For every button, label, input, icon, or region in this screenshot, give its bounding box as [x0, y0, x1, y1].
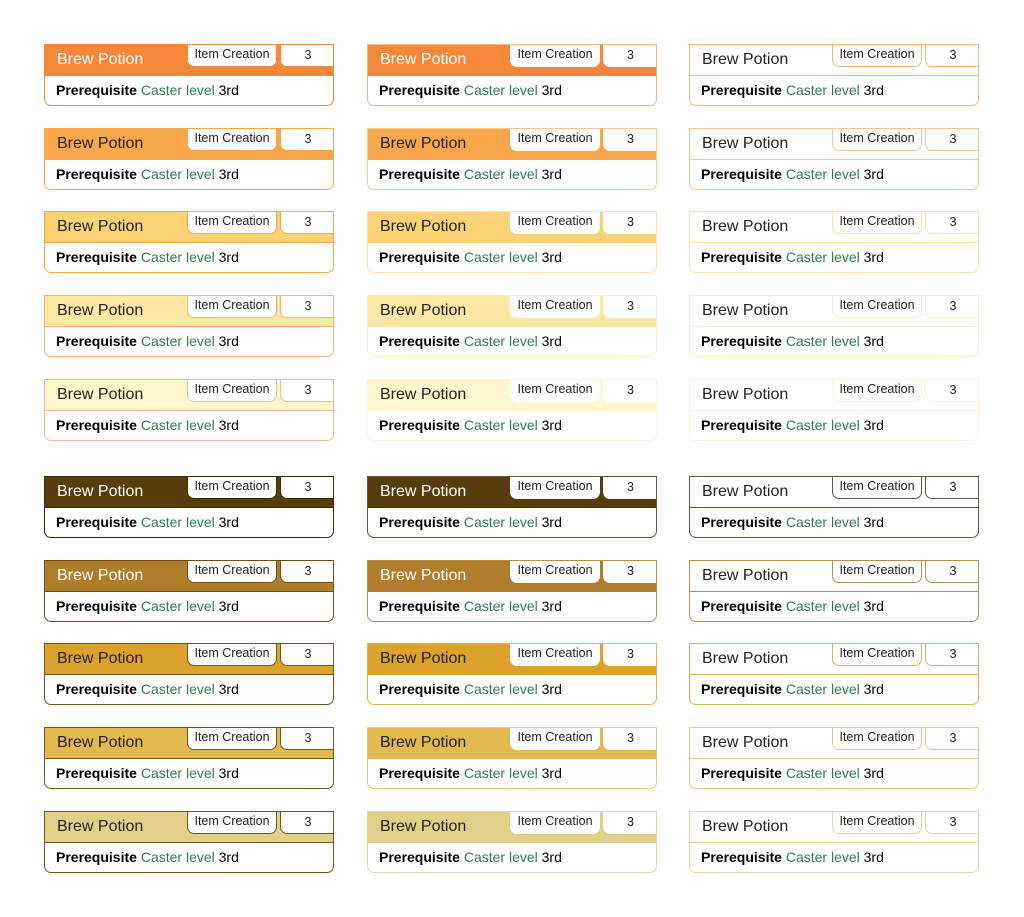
level-badge: 3: [925, 811, 979, 834]
caster-level-link[interactable]: Caster level: [140, 514, 215, 530]
card-header: [45, 728, 333, 759]
card-header: [368, 212, 656, 243]
feat-card: [367, 727, 657, 789]
card-title: Brew Potion: [702, 386, 789, 403]
feat-card: [367, 476, 657, 538]
prerequisite-value: 3rd: [218, 598, 239, 614]
card-header: [368, 644, 656, 675]
card-header: [368, 45, 656, 76]
prerequisite-label: Prerequisite: [56, 598, 137, 614]
level-badge: 3: [280, 727, 334, 750]
prerequisite-line: [379, 596, 562, 616]
feat-card: [689, 560, 979, 622]
card-title: Brew Potion: [380, 135, 467, 152]
feat-card: [689, 379, 979, 441]
prerequisite-label: Prerequisite: [379, 681, 460, 697]
caster-level-link[interactable]: Caster level: [785, 166, 860, 182]
level-badge: 3: [925, 295, 979, 318]
caster-level-link[interactable]: Caster level: [140, 765, 215, 781]
feat-card: [367, 295, 657, 357]
prerequisite-line: [701, 763, 884, 783]
caster-level-link[interactable]: Caster level: [785, 765, 860, 781]
category-tag: Item Creation: [832, 44, 922, 67]
feat-card: [367, 44, 657, 106]
prerequisite-label: Prerequisite: [701, 333, 782, 349]
category-tag: Item Creation: [510, 128, 600, 151]
card-header: [690, 561, 978, 592]
card-header: [368, 728, 656, 759]
prerequisite-line: [701, 512, 884, 532]
card-title: Brew Potion: [57, 483, 144, 500]
card-header: [690, 380, 978, 411]
card-header: [45, 212, 333, 243]
category-tag: Item Creation: [832, 560, 922, 583]
card-header: [368, 477, 656, 508]
card-header: [690, 728, 978, 759]
caster-level-link[interactable]: Caster level: [785, 333, 860, 349]
caster-level-link[interactable]: Caster level: [463, 333, 538, 349]
level-badge: 3: [280, 811, 334, 834]
card-header: [690, 45, 978, 76]
prerequisite-line: [379, 847, 562, 867]
prerequisite-line: [379, 80, 562, 100]
caster-level-link[interactable]: Caster level: [463, 166, 538, 182]
prerequisite-label: Prerequisite: [56, 849, 137, 865]
level-badge: 3: [603, 295, 657, 318]
prerequisite-value: 3rd: [863, 598, 884, 614]
prerequisite-value: 3rd: [863, 82, 884, 98]
prerequisite-value: 3rd: [863, 417, 884, 433]
caster-level-link[interactable]: Caster level: [463, 417, 538, 433]
card-header: [690, 212, 978, 243]
prerequisite-line: [56, 596, 239, 616]
feat-card: [44, 379, 334, 441]
card-header: [45, 477, 333, 508]
level-badge: 3: [603, 211, 657, 234]
feat-card: [689, 811, 979, 873]
level-badge: 3: [925, 643, 979, 666]
prerequisite-line: [379, 415, 562, 435]
card-title: Brew Potion: [702, 567, 789, 584]
card-title: Brew Potion: [380, 51, 467, 68]
category-tag: Item Creation: [832, 379, 922, 402]
feat-card: [44, 811, 334, 873]
card-title: Brew Potion: [702, 218, 789, 235]
caster-level-link[interactable]: Caster level: [785, 249, 860, 265]
category-tag: Item Creation: [832, 211, 922, 234]
prerequisite-line: [56, 164, 239, 184]
card-title: Brew Potion: [57, 567, 144, 584]
caster-level-link[interactable]: Caster level: [463, 249, 538, 265]
prerequisite-value: 3rd: [218, 417, 239, 433]
card-title: Brew Potion: [380, 483, 467, 500]
prerequisite-label: Prerequisite: [56, 514, 137, 530]
card-title: Brew Potion: [57, 135, 144, 152]
prerequisite-value: 3rd: [541, 82, 562, 98]
level-badge: 3: [280, 379, 334, 402]
card-title: Brew Potion: [57, 218, 144, 235]
level-badge: 3: [603, 379, 657, 402]
card-title: Brew Potion: [57, 818, 144, 835]
card-title: Brew Potion: [57, 51, 144, 68]
level-badge: 3: [603, 128, 657, 151]
feat-card: [689, 211, 979, 273]
caster-level-link[interactable]: Caster level: [140, 82, 215, 98]
prerequisite-line: [701, 80, 884, 100]
level-badge: 3: [925, 379, 979, 402]
prerequisite-line: [701, 679, 884, 699]
level-badge: 3: [925, 727, 979, 750]
prerequisite-label: Prerequisite: [379, 417, 460, 433]
feat-card: [367, 379, 657, 441]
caster-level-link[interactable]: Caster level: [785, 849, 860, 865]
prerequisite-value: 3rd: [218, 514, 239, 530]
category-tag: Item Creation: [510, 811, 600, 834]
caster-level-link[interactable]: Caster level: [140, 849, 215, 865]
prerequisite-line: [701, 331, 884, 351]
prerequisite-label: Prerequisite: [56, 681, 137, 697]
prerequisite-value: 3rd: [541, 249, 562, 265]
caster-level-link[interactable]: Caster level: [463, 82, 538, 98]
prerequisite-label: Prerequisite: [701, 82, 782, 98]
prerequisite-label: Prerequisite: [701, 681, 782, 697]
category-tag: Item Creation: [510, 295, 600, 318]
category-tag: Item Creation: [510, 476, 600, 499]
prerequisite-label: Prerequisite: [379, 166, 460, 182]
caster-level-link[interactable]: Caster level: [463, 849, 538, 865]
level-badge: 3: [280, 44, 334, 67]
category-tag: Item Creation: [187, 811, 277, 834]
feat-card: [44, 727, 334, 789]
feat-card: [367, 211, 657, 273]
card-title: Brew Potion: [702, 483, 789, 500]
caster-level-link[interactable]: Caster level: [463, 765, 538, 781]
caster-level-link[interactable]: Caster level: [140, 598, 215, 614]
level-badge: 3: [603, 727, 657, 750]
card-header: [690, 477, 978, 508]
prerequisite-label: Prerequisite: [701, 249, 782, 265]
card-header: [368, 380, 656, 411]
prerequisite-value: 3rd: [218, 681, 239, 697]
prerequisite-label: Prerequisite: [379, 765, 460, 781]
prerequisite-line: [56, 679, 239, 699]
prerequisite-label: Prerequisite: [56, 249, 137, 265]
level-badge: 3: [280, 560, 334, 583]
card-title: Brew Potion: [380, 818, 467, 835]
prerequisite-label: Prerequisite: [379, 598, 460, 614]
prerequisite-label: Prerequisite: [379, 514, 460, 530]
category-tag: Item Creation: [832, 643, 922, 666]
card-title: Brew Potion: [702, 135, 789, 152]
feat-card: [44, 211, 334, 273]
prerequisite-label: Prerequisite: [701, 514, 782, 530]
caster-level-link[interactable]: Caster level: [785, 598, 860, 614]
card-header: [368, 129, 656, 160]
category-tag: Item Creation: [510, 44, 600, 67]
level-badge: 3: [280, 211, 334, 234]
card-header: [368, 296, 656, 327]
card-title: Brew Potion: [57, 734, 144, 751]
prerequisite-value: 3rd: [541, 514, 562, 530]
prerequisite-value: 3rd: [218, 82, 239, 98]
caster-level-link[interactable]: Caster level: [463, 681, 538, 697]
feat-card: [44, 128, 334, 190]
prerequisite-label: Prerequisite: [56, 333, 137, 349]
card-header: [690, 644, 978, 675]
card-title: Brew Potion: [57, 302, 144, 319]
caster-level-link[interactable]: Caster level: [140, 681, 215, 697]
category-tag: Item Creation: [187, 643, 277, 666]
feat-card: [44, 295, 334, 357]
feat-card: [689, 128, 979, 190]
feat-card: [367, 560, 657, 622]
category-tag: Item Creation: [510, 211, 600, 234]
prerequisite-value: 3rd: [863, 514, 884, 530]
feat-card: [44, 560, 334, 622]
card-title: Brew Potion: [380, 386, 467, 403]
card-title: Brew Potion: [380, 218, 467, 235]
prerequisite-value: 3rd: [541, 681, 562, 697]
prerequisite-line: [56, 331, 239, 351]
level-badge: 3: [280, 128, 334, 151]
feat-card: [367, 128, 657, 190]
caster-level-link[interactable]: Caster level: [140, 417, 215, 433]
category-tag: Item Creation: [832, 476, 922, 499]
category-tag: Item Creation: [832, 727, 922, 750]
caster-level-link[interactable]: Caster level: [785, 417, 860, 433]
level-badge: 3: [280, 643, 334, 666]
card-header: [45, 129, 333, 160]
card-header: [690, 812, 978, 843]
level-badge: 3: [603, 476, 657, 499]
prerequisite-value: 3rd: [863, 681, 884, 697]
prerequisite-value: 3rd: [218, 166, 239, 182]
card-title: Brew Potion: [380, 302, 467, 319]
category-tag: Item Creation: [510, 643, 600, 666]
prerequisite-value: 3rd: [541, 765, 562, 781]
level-badge: 3: [603, 44, 657, 67]
caster-level-link[interactable]: Caster level: [140, 166, 215, 182]
card-title: Brew Potion: [380, 567, 467, 584]
card-title: Brew Potion: [702, 51, 789, 68]
prerequisite-line: [379, 679, 562, 699]
card-title: Brew Potion: [702, 734, 789, 751]
card-title: Brew Potion: [702, 650, 789, 667]
prerequisite-label: Prerequisite: [701, 765, 782, 781]
prerequisite-value: 3rd: [541, 849, 562, 865]
card-header: [690, 129, 978, 160]
category-tag: Item Creation: [187, 560, 277, 583]
prerequisite-line: [379, 512, 562, 532]
category-tag: Item Creation: [187, 128, 277, 151]
prerequisite-label: Prerequisite: [56, 166, 137, 182]
prerequisite-value: 3rd: [218, 249, 239, 265]
prerequisite-label: Prerequisite: [379, 82, 460, 98]
card-header: [45, 812, 333, 843]
level-badge: 3: [603, 560, 657, 583]
feat-card: [44, 643, 334, 705]
category-tag: Item Creation: [510, 560, 600, 583]
prerequisite-label: Prerequisite: [701, 849, 782, 865]
category-tag: Item Creation: [187, 44, 277, 67]
prerequisite-line: [701, 247, 884, 267]
prerequisite-line: [379, 763, 562, 783]
prerequisite-line: [56, 512, 239, 532]
prerequisite-value: 3rd: [218, 849, 239, 865]
prerequisite-line: [56, 80, 239, 100]
level-badge: 3: [280, 295, 334, 318]
level-badge: 3: [603, 811, 657, 834]
prerequisite-value: 3rd: [218, 765, 239, 781]
prerequisite-line: [379, 331, 562, 351]
caster-level-link[interactable]: Caster level: [785, 514, 860, 530]
prerequisite-value: 3rd: [541, 166, 562, 182]
category-tag: Item Creation: [832, 128, 922, 151]
level-badge: 3: [603, 643, 657, 666]
category-tag: Item Creation: [187, 211, 277, 234]
prerequisite-line: [379, 164, 562, 184]
feat-card: [689, 476, 979, 538]
prerequisite-value: 3rd: [863, 765, 884, 781]
card-header: [45, 296, 333, 327]
feat-card: [367, 643, 657, 705]
prerequisite-value: 3rd: [863, 333, 884, 349]
card-header: [690, 296, 978, 327]
category-tag: Item Creation: [832, 811, 922, 834]
card-title: Brew Potion: [702, 818, 789, 835]
category-tag: Item Creation: [187, 295, 277, 318]
caster-level-link[interactable]: Caster level: [140, 333, 215, 349]
card-header: [45, 644, 333, 675]
feat-card: [689, 44, 979, 106]
prerequisite-label: Prerequisite: [56, 82, 137, 98]
card-title: Brew Potion: [380, 734, 467, 751]
prerequisite-value: 3rd: [863, 166, 884, 182]
prerequisite-value: 3rd: [863, 849, 884, 865]
prerequisite-label: Prerequisite: [379, 333, 460, 349]
feat-card: [689, 295, 979, 357]
level-badge: 3: [280, 476, 334, 499]
prerequisite-value: 3rd: [218, 333, 239, 349]
feat-card: [44, 476, 334, 538]
caster-level-link[interactable]: Caster level: [463, 514, 538, 530]
caster-level-link[interactable]: Caster level: [463, 598, 538, 614]
prerequisite-label: Prerequisite: [56, 417, 137, 433]
caster-level-link[interactable]: Caster level: [140, 249, 215, 265]
card-header: [368, 561, 656, 592]
level-badge: 3: [925, 211, 979, 234]
caster-level-link[interactable]: Caster level: [785, 681, 860, 697]
level-badge: 3: [925, 128, 979, 151]
prerequisite-label: Prerequisite: [379, 849, 460, 865]
level-badge: 3: [925, 560, 979, 583]
feat-card: [44, 44, 334, 106]
prerequisite-line: [56, 847, 239, 867]
prerequisite-line: [701, 415, 884, 435]
card-header: [45, 45, 333, 76]
card-title: Brew Potion: [702, 302, 789, 319]
level-badge: 3: [925, 476, 979, 499]
category-tag: Item Creation: [510, 727, 600, 750]
prerequisite-line: [701, 164, 884, 184]
prerequisite-value: 3rd: [541, 333, 562, 349]
prerequisite-label: Prerequisite: [701, 598, 782, 614]
prerequisite-line: [701, 596, 884, 616]
prerequisite-line: [379, 247, 562, 267]
prerequisite-label: Prerequisite: [701, 417, 782, 433]
prerequisite-line: [56, 415, 239, 435]
prerequisite-line: [56, 247, 239, 267]
prerequisite-value: 3rd: [541, 598, 562, 614]
prerequisite-line: [56, 763, 239, 783]
feat-card: [689, 727, 979, 789]
prerequisite-value: 3rd: [863, 249, 884, 265]
feat-card: [367, 811, 657, 873]
card-header: [45, 561, 333, 592]
card-title: Brew Potion: [57, 650, 144, 667]
card-header: [368, 812, 656, 843]
prerequisite-line: [701, 847, 884, 867]
category-tag: Item Creation: [187, 379, 277, 402]
feat-card: [689, 643, 979, 705]
prerequisite-label: Prerequisite: [379, 249, 460, 265]
card-title: Brew Potion: [57, 386, 144, 403]
card-header: [45, 380, 333, 411]
prerequisite-label: Prerequisite: [56, 765, 137, 781]
caster-level-link[interactable]: Caster level: [785, 82, 860, 98]
card-title: Brew Potion: [380, 650, 467, 667]
category-tag: Item Creation: [832, 295, 922, 318]
prerequisite-label: Prerequisite: [701, 166, 782, 182]
category-tag: Item Creation: [187, 727, 277, 750]
category-tag: Item Creation: [510, 379, 600, 402]
prerequisite-value: 3rd: [541, 417, 562, 433]
level-badge: 3: [925, 44, 979, 67]
category-tag: Item Creation: [187, 476, 277, 499]
